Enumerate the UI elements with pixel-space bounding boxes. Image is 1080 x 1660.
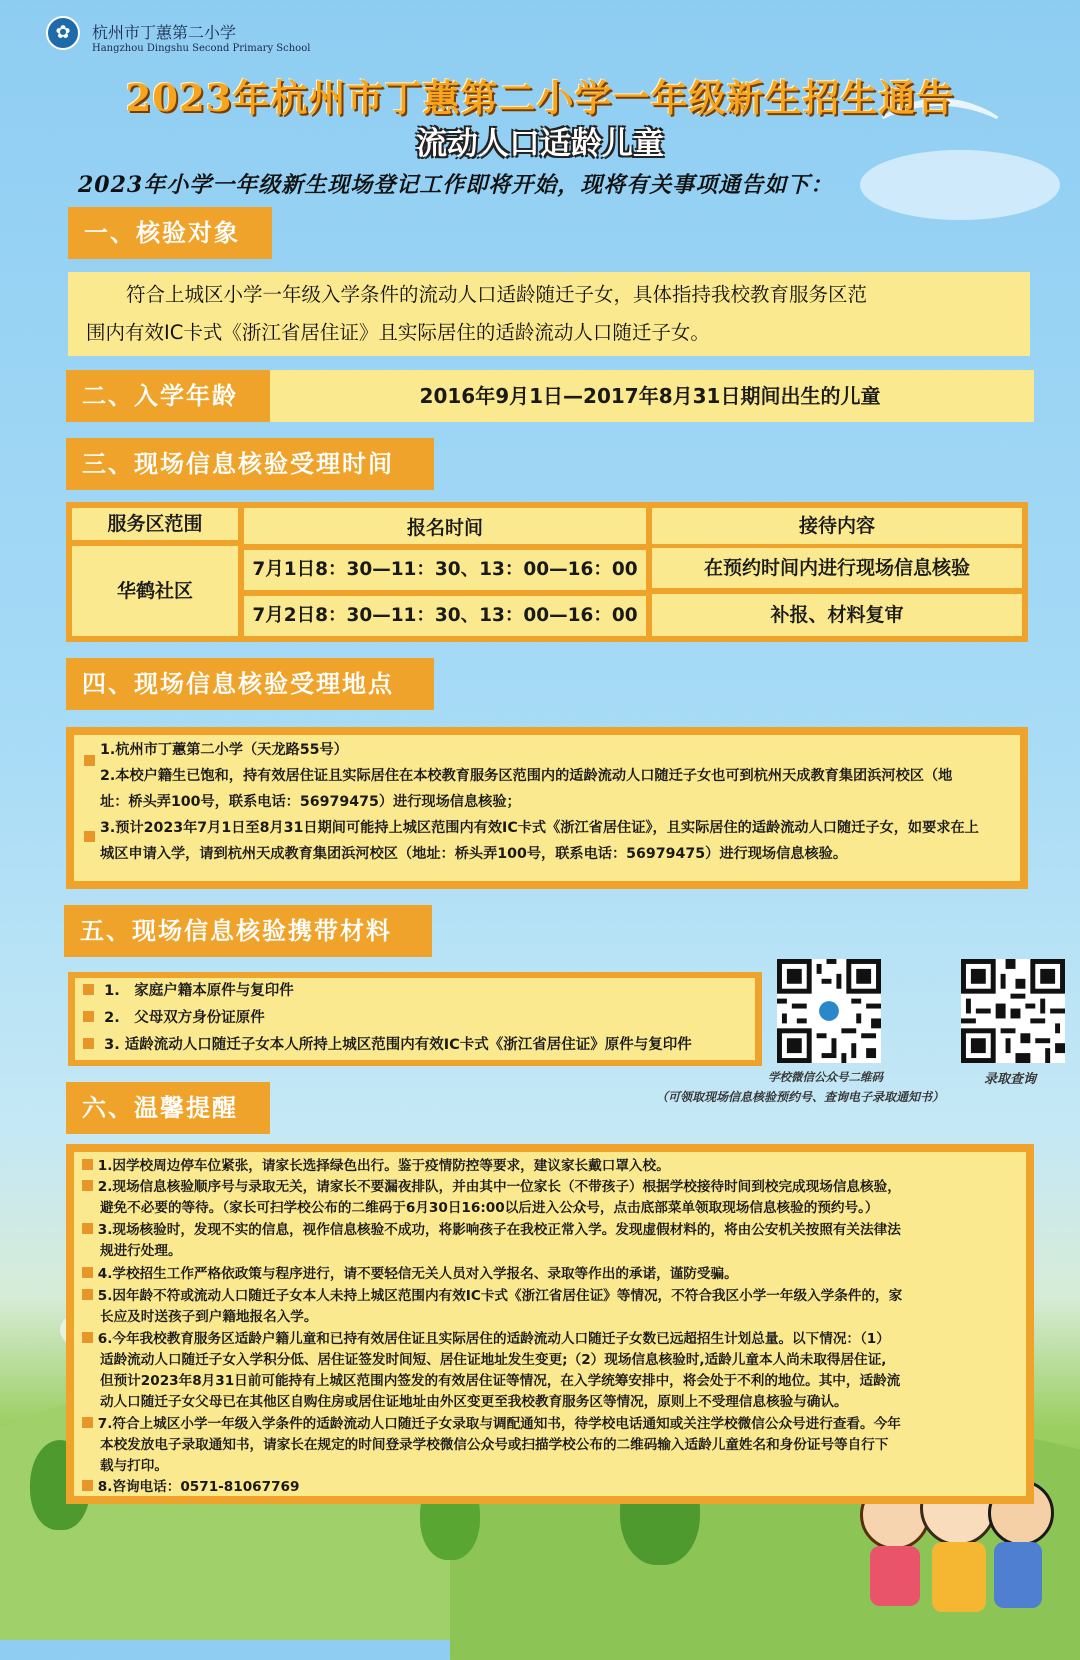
section-5-header: 五、现场信息核验携带材料	[64, 905, 432, 957]
tip-line: 但预计2023年8月31日前可能持有上城区范围内签发的有效居住证等情况，在入学统筹安排中，将会处于不利的地位。其中，适龄流	[100, 1373, 901, 1389]
section-4-header: 四、现场信息核验受理地点	[66, 658, 434, 710]
table-cell-time-1: 7月1日8：30—11：30、13：00—16：00	[244, 550, 646, 590]
admission-query-qr-code[interactable]	[961, 959, 1065, 1063]
material-item-3: 3. 适龄流动人口随迁子女本人所持上城区范围内有效IC卡式《浙江省居住证》原件与复印件	[83, 1032, 692, 1058]
tip-line: 8.咨询电话：0571-81067769	[82, 1477, 299, 1498]
location-line-3a: 3.预计2023年7月1日至8月31日期间可能持上城区范围内有效IC卡式《浙江省居住证》，且实际居住的适龄流动人口随迁子女，如要求在上	[100, 820, 979, 836]
tip-line: 长应及时送孩子到户籍地报名入学。	[100, 1309, 318, 1325]
section-1-body	[68, 272, 1030, 356]
tip-line: 6.今年我校教育服务区适龄户籍儿童和已持有效居住证且实际居住的适龄流动人口随迁子女数已远超招生计划总量。以下情况：（1）	[82, 1329, 890, 1350]
section-6-body	[74, 1152, 1026, 1496]
tip-line: 适龄流动人口随迁子女入学积分低、居住证签发时间短、居住证地址发生变更;（2）现场信息核验时,适龄儿童本人尚未取得居住证,	[100, 1352, 887, 1368]
page-subtitle: 流动人口适龄儿童	[416, 126, 664, 162]
table-cell-content-1: 在预约时间内进行现场信息核验	[652, 548, 1022, 588]
location-line-1: 1.杭州市丁蕙第二小学（天龙路55号）	[100, 742, 348, 758]
bullet-icon	[82, 1267, 93, 1278]
bullet-icon	[82, 1332, 93, 1343]
tip-line: 1.因学校周边停车位紧张，请家长选择绿色出行。鉴于疫情防控等要求，建议家长戴口罩入校。	[82, 1156, 670, 1177]
material-item-1: 1. 家庭户籍本原件与复印件	[83, 978, 294, 1004]
bullet-icon	[82, 1417, 93, 1428]
table-header-time: 报名时间	[244, 508, 646, 544]
page-title: 2023年杭州市丁蕙第二小学一年级新生招生通告	[125, 76, 955, 120]
school-name-cn: 杭州市丁蕙第二小学	[92, 23, 237, 42]
bullet-icon	[82, 1289, 93, 1300]
bullet-icon	[84, 755, 95, 766]
wechat-qr-caption: 学校微信公众号二维码	[768, 1070, 883, 1084]
tip-line: 5.因年龄不符或流动人口随迁子女本人未持上城区范围内有效IC卡式《浙江省居住证》等情况，不符合我区小学一年级入学条件的，家	[82, 1286, 902, 1307]
wechat-qr-code[interactable]	[777, 959, 881, 1063]
bullet-icon	[82, 1159, 93, 1170]
schedule-table	[66, 502, 1028, 642]
admission-qr-caption: 录取查询	[984, 1072, 1037, 1087]
section-3-header: 三、现场信息核验受理时间	[66, 438, 434, 490]
tip-line: 本校发放电子录取通知书，请家长在规定的时间登录学校微信公众号或扫描学校公布的二维码输入适龄儿童姓名和身份证号等自行下	[100, 1437, 889, 1453]
table-cell-content-2: 补报、材料复审	[652, 594, 1022, 636]
tip-line: 4.学校招生工作严格依政策与程序进行，请不要轻信无关人员对入学报名、录取等作出的承诺，谨防受骗。	[82, 1264, 738, 1285]
tip-line: 避免不必要的等待。（家长可扫学校公布的二维码于6月30日16:00以后进入公众号，点击底部菜单领取现场信息核验的预约号。）	[100, 1200, 879, 1216]
tip-line: 2.现场信息核验顺序号与录取无关，请家长不要漏夜排队，并由其中一位家长（不带孩子）根据学校接待时间到校完成现场信息核验，	[82, 1177, 901, 1198]
tip-line: 规进行处理。	[100, 1243, 182, 1259]
bullet-icon	[83, 1038, 94, 1049]
table-cell-area: 华鹤社区	[72, 546, 238, 636]
section-1-header: 一、核验对象	[68, 207, 272, 259]
location-line-3b: 城区申请入学，请到杭州天成教育集团浜河校区（地址：桥头弄100号，联系电话：56979475）进行现场信息核验。	[100, 846, 848, 862]
qr-note: （可领取现场信息核验预约号、查询电子录取通知书）	[656, 1090, 945, 1104]
tip-line: 载与打印。	[100, 1458, 168, 1474]
school-logo-icon: ✿	[46, 16, 80, 50]
section-1-line-2: 围内有效IC卡式《浙江省居住证》且实际居住的适龄流动人口随迁子女。	[86, 321, 710, 344]
seagull-icon: ⌒	[880, 90, 1000, 229]
tip-line: 3.现场核验时，发现不实的信息，视作信息核验不成功，将影响孩子在我校正常入学。发现虚假材料的，将由公安机关按照有关法律法	[82, 1220, 901, 1241]
location-line-2a: 2.本校户籍生已饱和，持有效居住证且实际居住在本校教育服务区范围内的适龄流动人口随迁子女也可到杭州天成教育集团浜河校区（地	[100, 768, 953, 784]
tip-line: 7.符合上城区小学一年级入学条件的适龄流动人口随迁子女录取与调配通知书，待学校电话通知或关注学校微信公众号进行查看。今年	[82, 1414, 901, 1435]
bullet-icon	[82, 1223, 93, 1234]
section-5-body	[75, 978, 755, 1060]
table-cell-time-2: 7月2日8：30—11：30、13：00—16：00	[244, 596, 646, 636]
table-header-content: 接待内容	[652, 508, 1022, 544]
school-name-en: Hangzhou Dingshu Second Primary School	[92, 43, 311, 54]
bullet-icon	[83, 1011, 94, 1022]
section-6-header: 六、温馨提醒	[66, 1082, 270, 1134]
material-item-2: 2. 父母双方身份证原件	[83, 1005, 265, 1031]
location-line-2b: 址：桥头弄100号，联系电话：56979475）进行现场信息核验；	[100, 794, 521, 810]
section-4-body	[74, 735, 1020, 881]
tip-line: 动人口随迁子女父母已在其他区自购住房或居住证地址由外区变更至我校教育服务区等情况，原则上不受理信息核验与确认。	[100, 1394, 848, 1410]
bullet-icon	[84, 831, 95, 842]
bullet-icon	[82, 1180, 93, 1191]
bullet-icon	[82, 1480, 93, 1491]
bullet-icon	[83, 984, 94, 995]
intro-text: 2023年小学一年级新生现场登记工作即将开始，现将有关事项通告如下：	[78, 172, 834, 198]
table-header-area: 服务区范围	[72, 508, 238, 540]
age-range-text: 2016年9月1日—2017年8月31日期间出生的儿童	[419, 384, 881, 408]
section-1-line-1: 符合上城区小学一年级入学条件的流动人口适龄随迁子女，具体指持我校教育服务区范	[126, 283, 868, 306]
section-2-header: 二、入学年龄	[66, 370, 270, 422]
